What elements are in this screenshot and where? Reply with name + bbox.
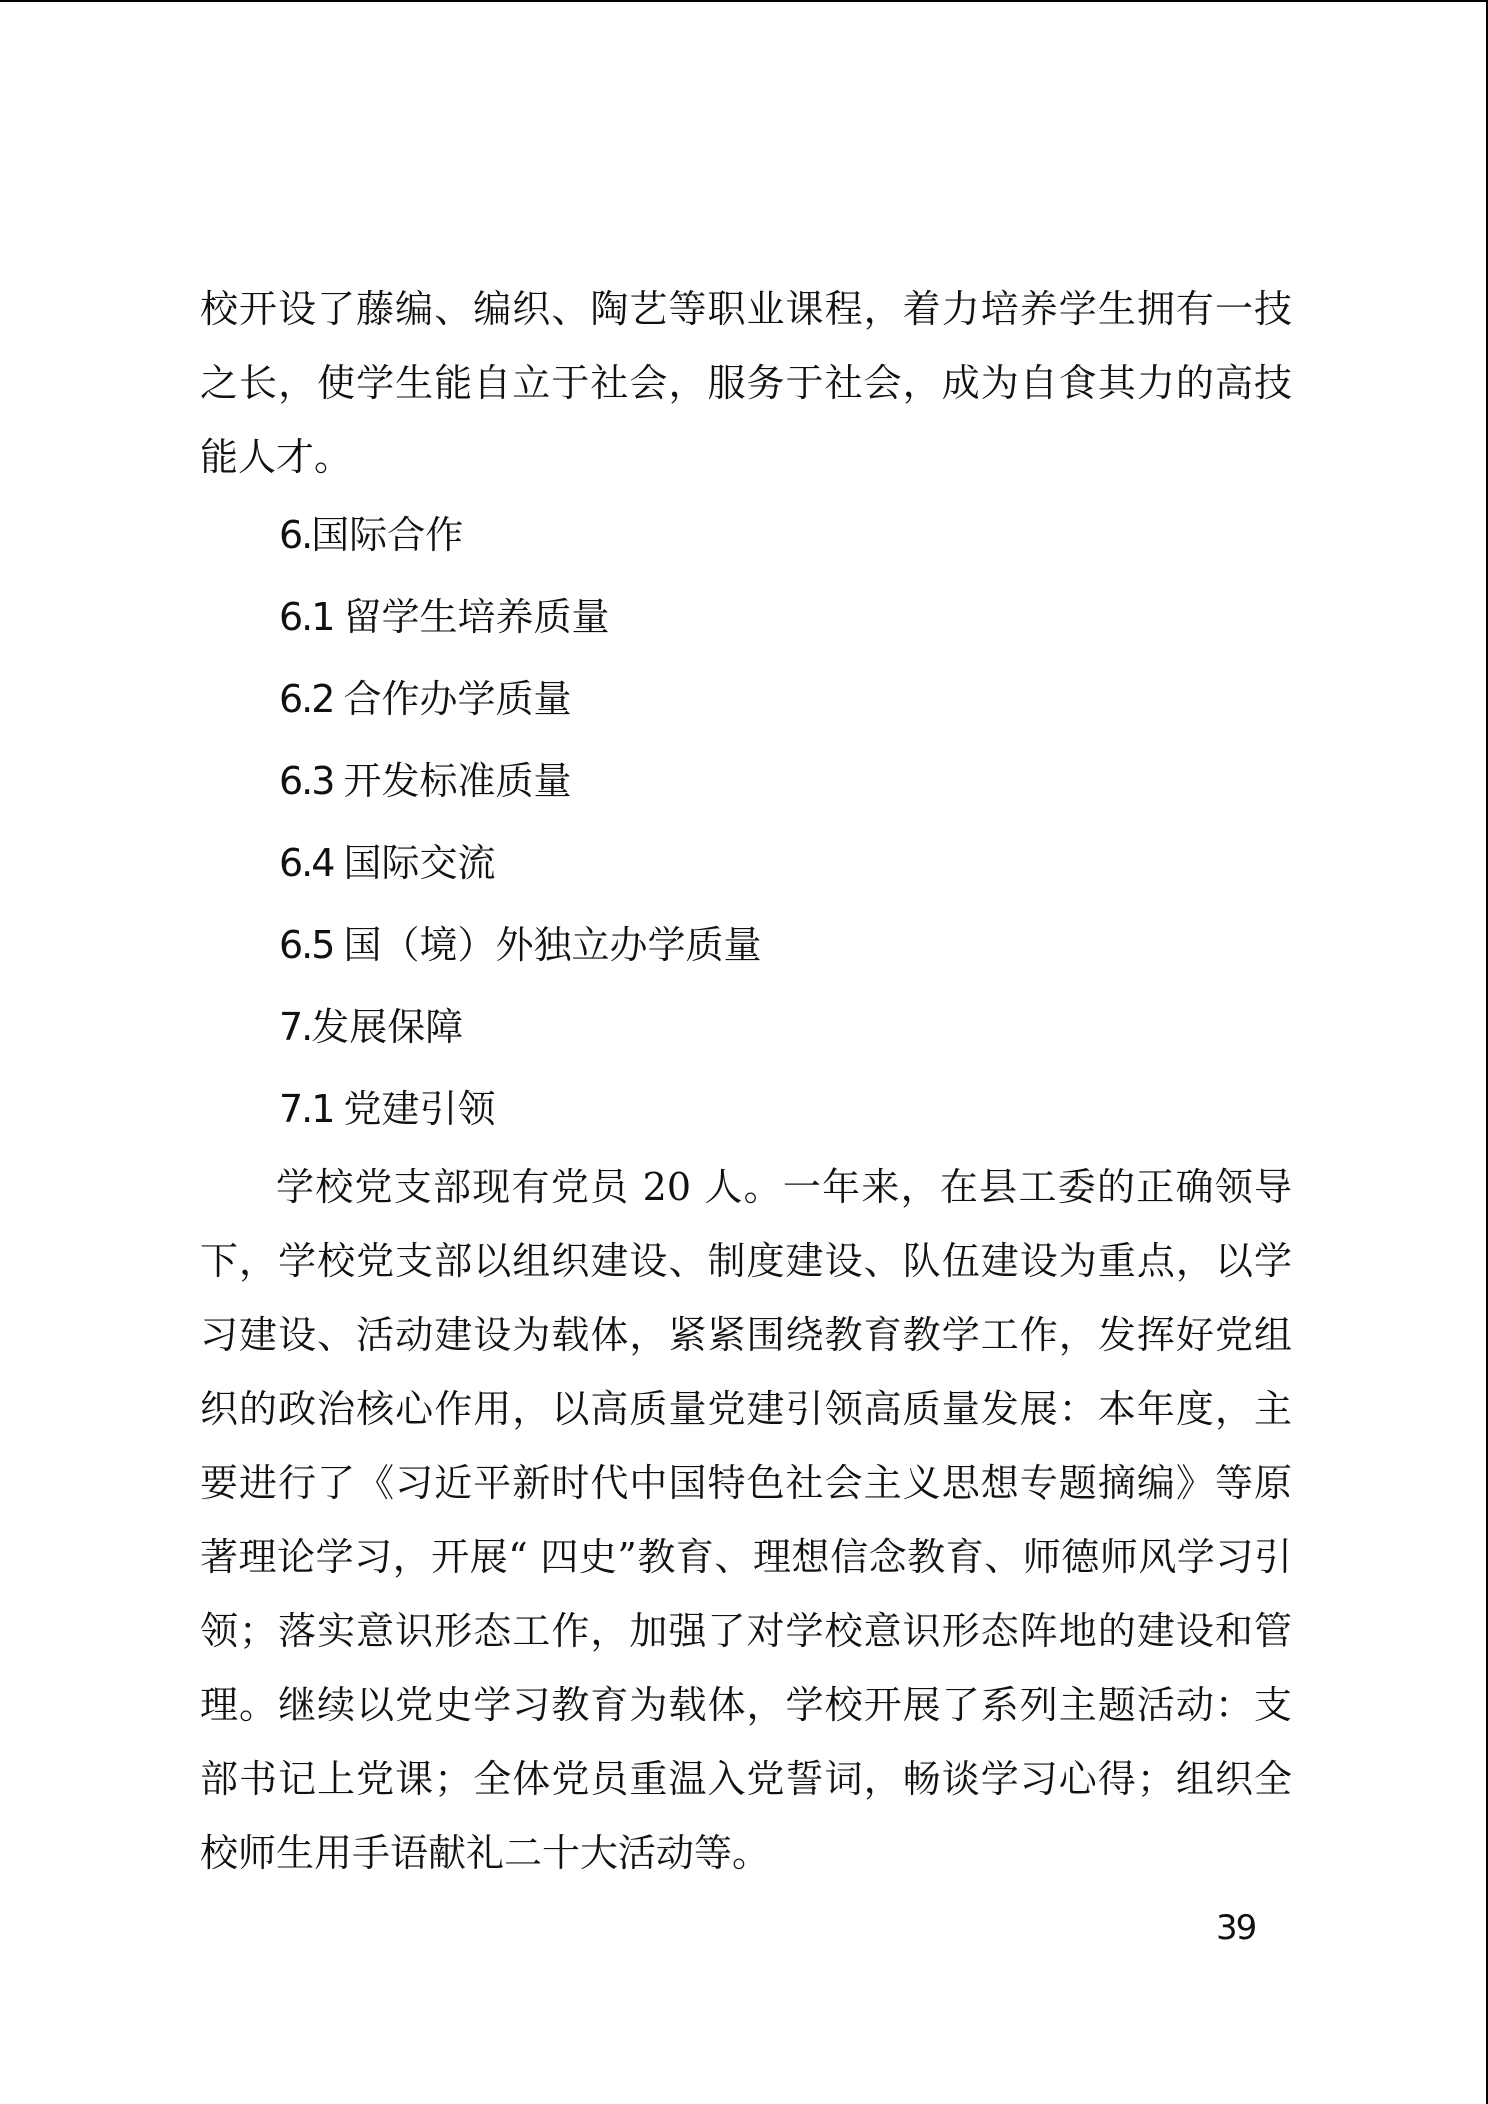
heading-standards-quality: 6.3 开发标准质量 xyxy=(279,759,572,803)
heading-international-cooperation: 6.国际合作 xyxy=(279,513,464,557)
heading-overseas-schools-quality: 6.5 国（境）外独立办学质量 xyxy=(279,923,762,967)
heading-development-support: 7.发展保障 xyxy=(279,1005,464,1049)
heading-foreign-students-quality: 6.1 留学生培养质量 xyxy=(279,595,610,639)
page-body xyxy=(200,272,1292,1890)
page-number: 39 xyxy=(1216,1908,1256,1948)
heading-joint-programs-quality: 6.2 合作办学质量 xyxy=(279,677,572,721)
party-branch-paragraph: 学校党支部现有党员 20 人。一年来，在县工委的正确领导下，学校党支部以组织建设、制度建设、队伍建设为重点，以学习建设、活动建设为载体，紧紧围绕教育教学工作，发挥好党组织的政治核心作用，以高质量党建引领高质量发展：本年度，主要进行了《习近平新时代中国特色社会主义思想专题摘编》等原著理论学习，开展“ 四史”教育、理想信念教育、师德师风学习引领；落实意识形态工作，加强了对学校意识形态阵地的建设和管理。继续以党史学习教育为载体，学校开展了系列主题活动：支部书记上党课；全体党员重温入党誓词，畅谈学习心得；组织全校师生用手语献礼二十大活动等。 xyxy=(200,1165,1292,1875)
heading-international-exchange: 6.4 国际交流 xyxy=(279,841,496,885)
top-border-line xyxy=(0,0,1488,2)
continued-paragraph: 校开设了藤编、编织、陶艺等职业课程，着力培养学生拥有一技之长，使学生能自立于社会，服务于社会，成为自食其力的高技能人才。 xyxy=(200,287,1292,479)
heading-party-leadership: 7.1 党建引领 xyxy=(279,1087,496,1131)
